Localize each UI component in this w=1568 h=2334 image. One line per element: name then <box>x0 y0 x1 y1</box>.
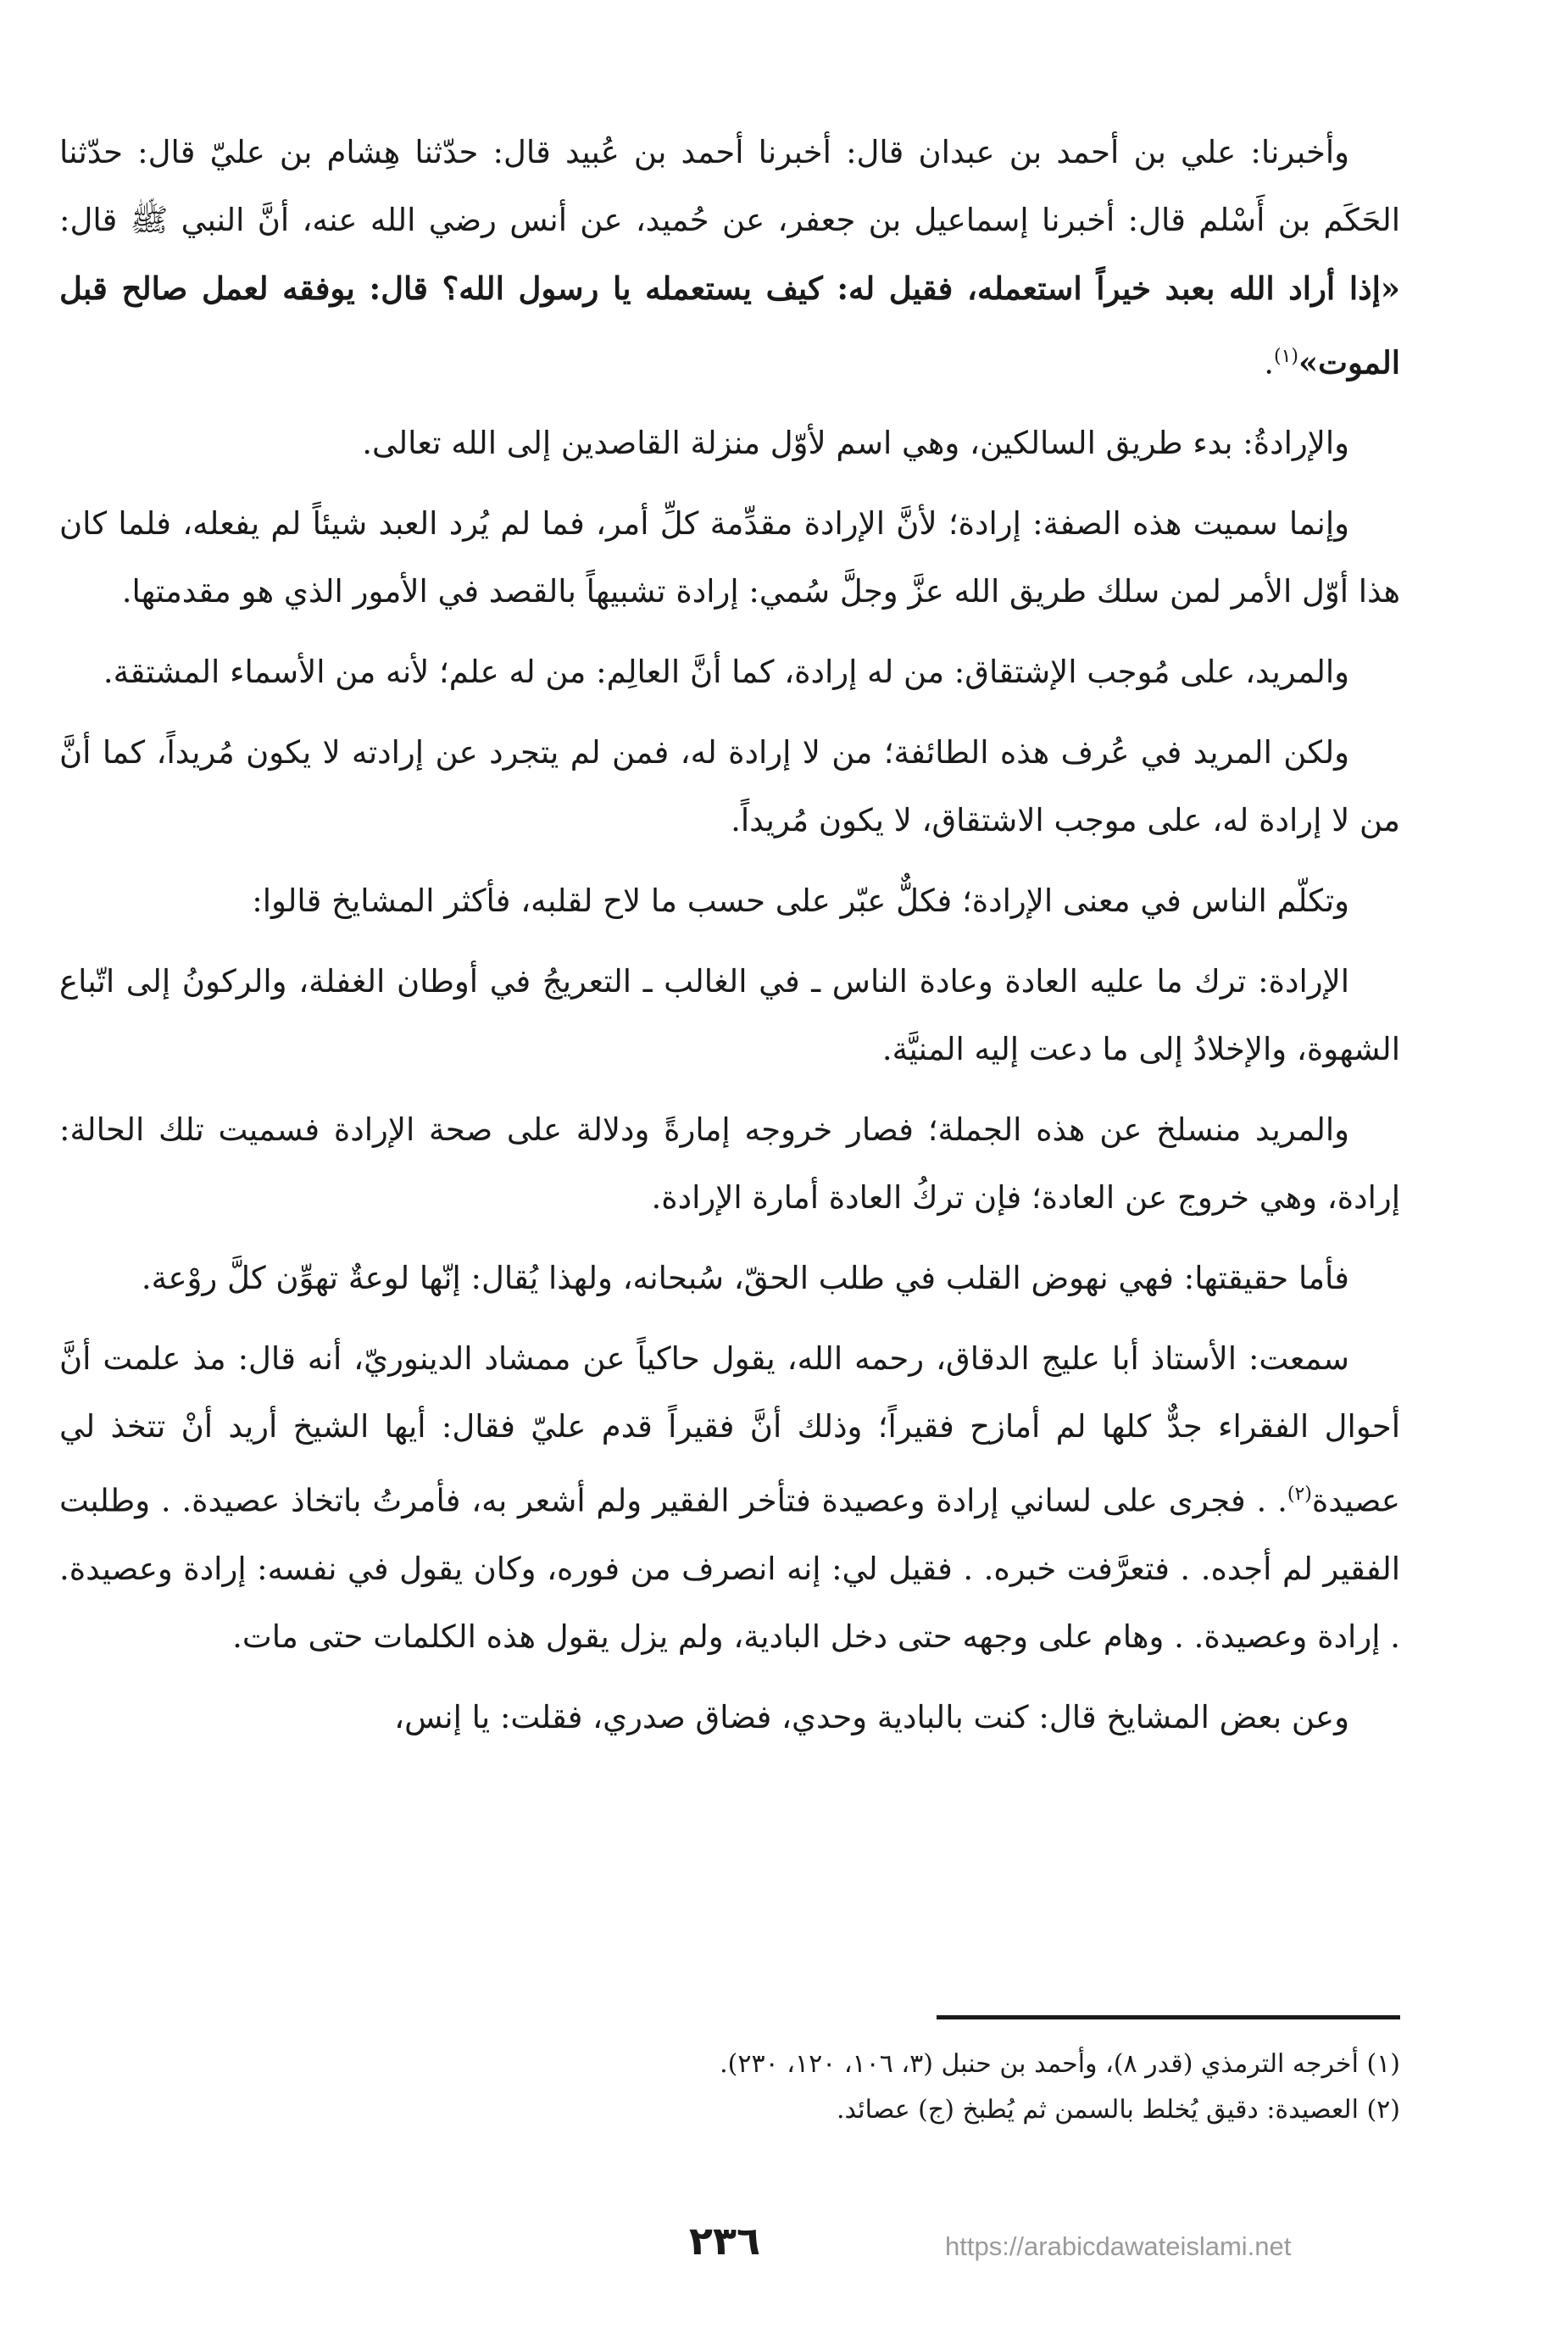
paragraph-reality: فأما حقيقتها: فهي نهوض القلب في طلب الحقّ، سُبحانه، ولهذا يُقال: إنّها لوعةٌ تهوِّن كلَّ روْعة. <box>141 1260 1349 1297</box>
footnote-marker: (١) <box>1273 346 1298 367</box>
paragraph-murid-detach: والمريد منسلخ عن هذه الجملة؛ فصار خروجه إمارةً ودلالة على صحة الإرادة فسميت تلك الحالة: إرادة، وهي خروج عن العادة؛ فإن تركُ العادة أمارة الإرادة. <box>59 1111 1400 1217</box>
paragraph-text: . . فجرى على لساني إرادة وعصيدة فتأخر الفقير ولم أشعر به، فأمرتُ باتخاذ عصيدة. . وطلبت الفقير لم أجده. . فتعرَّفت خبره. . فقيل لي: إنه انصرف من فوره، وكان يقول في نفسه: إرادة وعصيدة. . إرادة وعصيدة. . وهام على وجهه حتى دخل البادية، ولم يزل يقول هذه الكلمات حتى مات. <box>59 1482 1400 1655</box>
watermark-url: https://arabicdawateislami.net <box>945 2231 1292 2261</box>
paragraph-story <box>59 1325 1400 1670</box>
footnote-1: (١) أخرجه الترمذي (قدر ٨)، وأحمد بن حنبل (٣، ١٠٦، ١٢٠، ٢٣٠). <box>720 2049 1400 2079</box>
paragraph-opinions: وتكلّم الناس في معنى الإرادة؛ فكلٌّ عبّر على حسب ما لاح لقلبه، فأكثر المشايخ قالوا: <box>252 883 1349 920</box>
hadith-quote: «إذا أراد الله بعبد خيراً استعمله، فقيل له: كيف يستعمله يا رسول الله؟ قال: يوفقه لعمل صالح قبل الموت» <box>59 270 1400 382</box>
paragraph-end: . <box>1264 344 1274 382</box>
paragraph-naming: وإنما سميت هذه الصفة: إرادة؛ لأنَّ الإرادة مقدِّمة كلِّ أمر، فما لم يُرد العبد شيئاً لم يفعله، فلما كان هذا أوّل الأمر لمن سلك طريق الله عزَّ وجلَّ سُمي: إرادة تشبيهاً بالقصد في الأمور الذي هو مقدمتها. <box>59 505 1400 610</box>
paragraph-badiya: وعن بعض المشايخ قال: كنت بالبادية وحدي، فضاق صدري، فقلت: يا إنس، <box>394 1698 1349 1735</box>
paragraph-text: وأخبرنا: علي بن أحمد بن عبدان قال: أخبرنا أحمد بن عُبيد قال: حدّثنا هِشام بن عليّ قال: حدّثنا الحَكَم بن أَسْلم قال: أخبرنا إسماعيل بن جعفر، عن حُميد، عن أنس رضي الله عنه، أنَّ النبي ﷺ قال: <box>59 134 1400 238</box>
footnote-marker: (٢) <box>1287 1484 1312 1506</box>
footnote-2: (٢) العصيدة: دقيق يُخلط بالسمن ثم يُطبخ (ج) عصائد. <box>836 2095 1400 2125</box>
paragraph-definition: والإرادةُ: بدء طريق السالكين، وهي اسم لأوّل منزلة القاصدين إلى الله تعالى. <box>362 425 1349 462</box>
paragraph-text: سمعت: الأستاذ أبا عليج الدقاق، رحمه الله، يقول حاكياً عن ممشاد الدينوريّ، أنه قال: مذ علمت أنَّ أحوال الفقراء جدٌّ كلها لم أمازح فقيراً؛ وذلك أنَّ فقيراً قدم عليّ فقال: أيها الشيخ أريد أنْ تتخذ لي عصيدة <box>59 1340 1400 1519</box>
page-number: ٢٣٦ <box>688 2218 761 2264</box>
paragraph-tayfa: ولكن المريد في عُرف هذه الطائفة؛ من لا إرادة له، فمن لم يتجرد عن إرادته لا يكون مُريداً، كما أنَّ من لا إرادة له، على موجب الاشتقاق، لا يكون مُريداً. <box>59 734 1400 839</box>
paragraph-hadith-chain <box>59 119 1400 397</box>
footnote-divider <box>937 2015 1400 2019</box>
main-text <box>59 119 1400 1764</box>
paragraph-irada-def: الإرادة: ترك ما عليه العادة وعادة الناس ـ في الغالب ـ التعريجُ في أوطان الغفلة، والركونُ إلى اتّباع الشهوة، والإخلادُ إلى ما دعت إليه المنيَّة. <box>59 963 1400 1068</box>
paragraph-murid: والمريد، على مُوجب الإشتقاق: من له إرادة، كما أنَّ العالِم: من له علم؛ لأنه من الأسماء المشتقة. <box>103 654 1349 691</box>
footnotes <box>509 2042 1400 2133</box>
